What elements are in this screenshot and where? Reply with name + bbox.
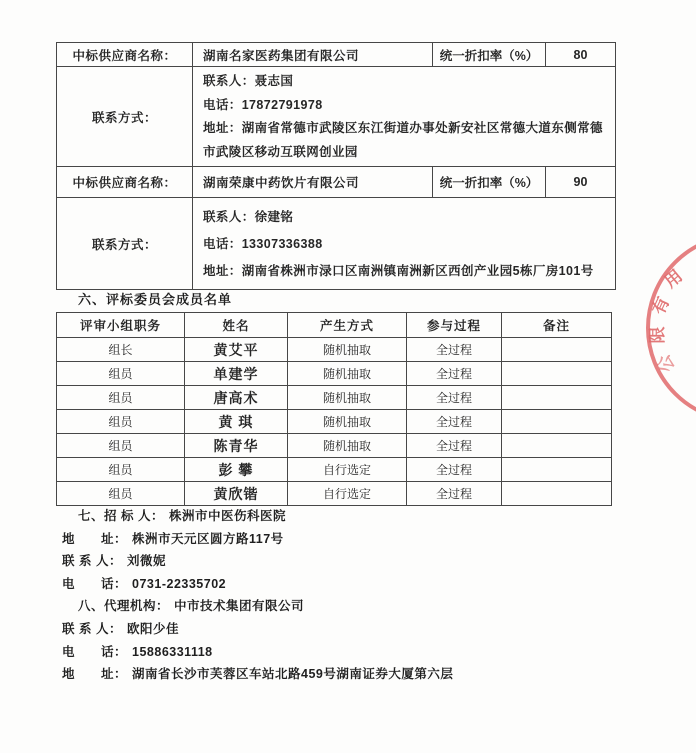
tenderer-contact-label: 联 系 人： xyxy=(62,554,122,569)
committee-row xyxy=(57,434,612,458)
seal-char: 用 xyxy=(660,266,687,292)
committee-header-note: 备注 xyxy=(502,313,612,338)
agency-address-line xyxy=(62,663,622,686)
supplier1-company-name: 湖南名家医药集团有限公司 xyxy=(193,43,433,67)
supplier1-discount-label: 统一折扣率（%） xyxy=(433,43,546,67)
member-participation: 全过程 xyxy=(407,386,502,410)
tenderer-heading xyxy=(62,505,622,528)
member-name: 黄艾平 xyxy=(185,338,288,362)
agency-heading xyxy=(62,595,622,618)
member-name: 单建学 xyxy=(185,362,288,386)
member-name: 彭 攀 xyxy=(185,458,288,482)
member-note xyxy=(502,338,612,362)
agency-address-label: 地 址： xyxy=(62,667,128,682)
member-role: 组员 xyxy=(57,482,185,506)
seal-char: 有 xyxy=(648,293,674,318)
committee-row xyxy=(57,458,612,482)
supplier2-contact-row xyxy=(57,198,616,290)
committee-header-row xyxy=(57,313,612,338)
committee-section-title: 六、评标委员会成员名单 xyxy=(78,292,233,307)
supplier2-contact-address: 地址：湖南省株洲市渌口区南洲镇南洲新区西创产业园5栋厂房101号 xyxy=(203,264,594,278)
member-participation: 全过程 xyxy=(407,458,502,482)
member-method: 随机抽取 xyxy=(288,434,407,458)
committee-header-role: 评审小组职务 xyxy=(57,313,185,338)
supplier2-discount-value: 90 xyxy=(546,167,616,198)
member-role: 组员 xyxy=(57,458,185,482)
seal-char: 公 xyxy=(653,351,679,376)
agency-contact-line xyxy=(62,618,622,641)
supplier1-contact-details xyxy=(193,67,616,167)
committee-row xyxy=(57,482,612,506)
supplier1-contact-address: 地址：湖南省常德市武陵区东江街道办事处新安社区常德大道东侧常德市武陵区移动互联网创业园 xyxy=(203,121,603,159)
agency-phone-line xyxy=(62,641,622,664)
member-method: 随机抽取 xyxy=(288,338,407,362)
tenderer-address-line xyxy=(62,528,622,551)
member-method: 随机抽取 xyxy=(288,386,407,410)
company-seal-stamp xyxy=(630,230,696,420)
member-role: 组员 xyxy=(57,410,185,434)
supplier2-row xyxy=(57,167,616,198)
supplier2-contact-person: 联系人：徐建铭 xyxy=(203,210,294,224)
committee-table xyxy=(56,312,612,506)
supplier1-name-label: 中标供应商名称： xyxy=(57,43,193,67)
tenderer-heading-value: 株洲市中医伤科医院 xyxy=(168,509,286,523)
member-note xyxy=(502,482,612,506)
member-note xyxy=(502,458,612,482)
tenderer-contact-value: 刘微妮 xyxy=(126,554,166,569)
supplier1-contact-person: 联系人：聂志国 xyxy=(203,74,294,88)
supplier1-contact-row xyxy=(57,67,616,167)
member-name: 陈青华 xyxy=(185,434,288,458)
committee-row xyxy=(57,410,612,434)
supplier2-contact-details xyxy=(193,198,616,290)
supplier1-discount-value: 80 xyxy=(546,43,616,67)
committee-header-name: 姓名 xyxy=(185,313,288,338)
agency-phone-value: 15886331118 xyxy=(132,644,213,659)
member-participation: 全过程 xyxy=(407,482,502,506)
member-method: 自行选定 xyxy=(288,482,407,506)
member-note xyxy=(502,386,612,410)
agency-address-value: 湖南省长沙市芙蓉区车站北路459号湖南证券大厦第六层 xyxy=(132,667,454,682)
member-method: 随机抽取 xyxy=(288,362,407,386)
footer-info-block xyxy=(62,505,622,686)
member-role: 组员 xyxy=(57,362,185,386)
supplier1-row xyxy=(57,43,616,67)
committee-header-participation: 参与过程 xyxy=(407,313,502,338)
supplier2-contact-phone: 电话：13307336388 xyxy=(203,237,323,251)
tenderer-address-value: 株洲市天元区圆方路117号 xyxy=(132,531,284,546)
agency-contact-value: 欧阳少佳 xyxy=(126,621,179,636)
seal-char: 限 xyxy=(648,326,667,344)
supplier-table xyxy=(56,42,616,290)
member-participation: 全过程 xyxy=(407,362,502,386)
member-method: 随机抽取 xyxy=(288,410,407,434)
agency-phone-label: 电 话： xyxy=(62,644,128,659)
member-note xyxy=(502,362,612,386)
supplier1-contact-phone: 电话：17872791978 xyxy=(203,97,323,112)
tenderer-phone-line xyxy=(62,573,622,596)
member-method: 自行选定 xyxy=(288,458,407,482)
member-name: 唐高术 xyxy=(185,386,288,410)
committee-row xyxy=(57,338,612,362)
member-name: 黄欣锴 xyxy=(185,482,288,506)
tenderer-address-label: 地 址： xyxy=(62,531,128,546)
member-participation: 全过程 xyxy=(407,338,502,362)
member-participation: 全过程 xyxy=(407,434,502,458)
supplier2-contact-label: 联系方式： xyxy=(57,198,193,290)
tenderer-phone-value: 0731-22335702 xyxy=(132,576,227,591)
member-role: 组员 xyxy=(57,434,185,458)
committee-row xyxy=(57,362,612,386)
tenderer-heading-label: 七、招 标 人： xyxy=(78,509,164,523)
tenderer-phone-label: 电 话： xyxy=(62,576,128,591)
member-role: 组长 xyxy=(57,338,185,362)
committee-header-method: 产生方式 xyxy=(288,313,407,338)
member-role: 组员 xyxy=(57,386,185,410)
supplier2-discount-label: 统一折扣率（%） xyxy=(433,167,546,198)
agency-heading-label: 八、代理机构： xyxy=(78,599,170,614)
supplier2-company-name: 湖南荣康中药饮片有限公司 xyxy=(193,167,433,198)
member-participation: 全过程 xyxy=(407,410,502,434)
committee-row xyxy=(57,386,612,410)
supplier2-name-label: 中标供应商名称： xyxy=(57,167,193,198)
member-name: 黄 琪 xyxy=(185,410,288,434)
tenderer-contact-line xyxy=(62,550,622,573)
member-note xyxy=(502,434,612,458)
agency-heading-value: 中市技术集团有限公司 xyxy=(174,599,305,614)
member-note xyxy=(502,410,612,434)
agency-contact-label: 联 系 人： xyxy=(62,621,122,636)
supplier1-contact-label: 联系方式： xyxy=(57,67,193,167)
